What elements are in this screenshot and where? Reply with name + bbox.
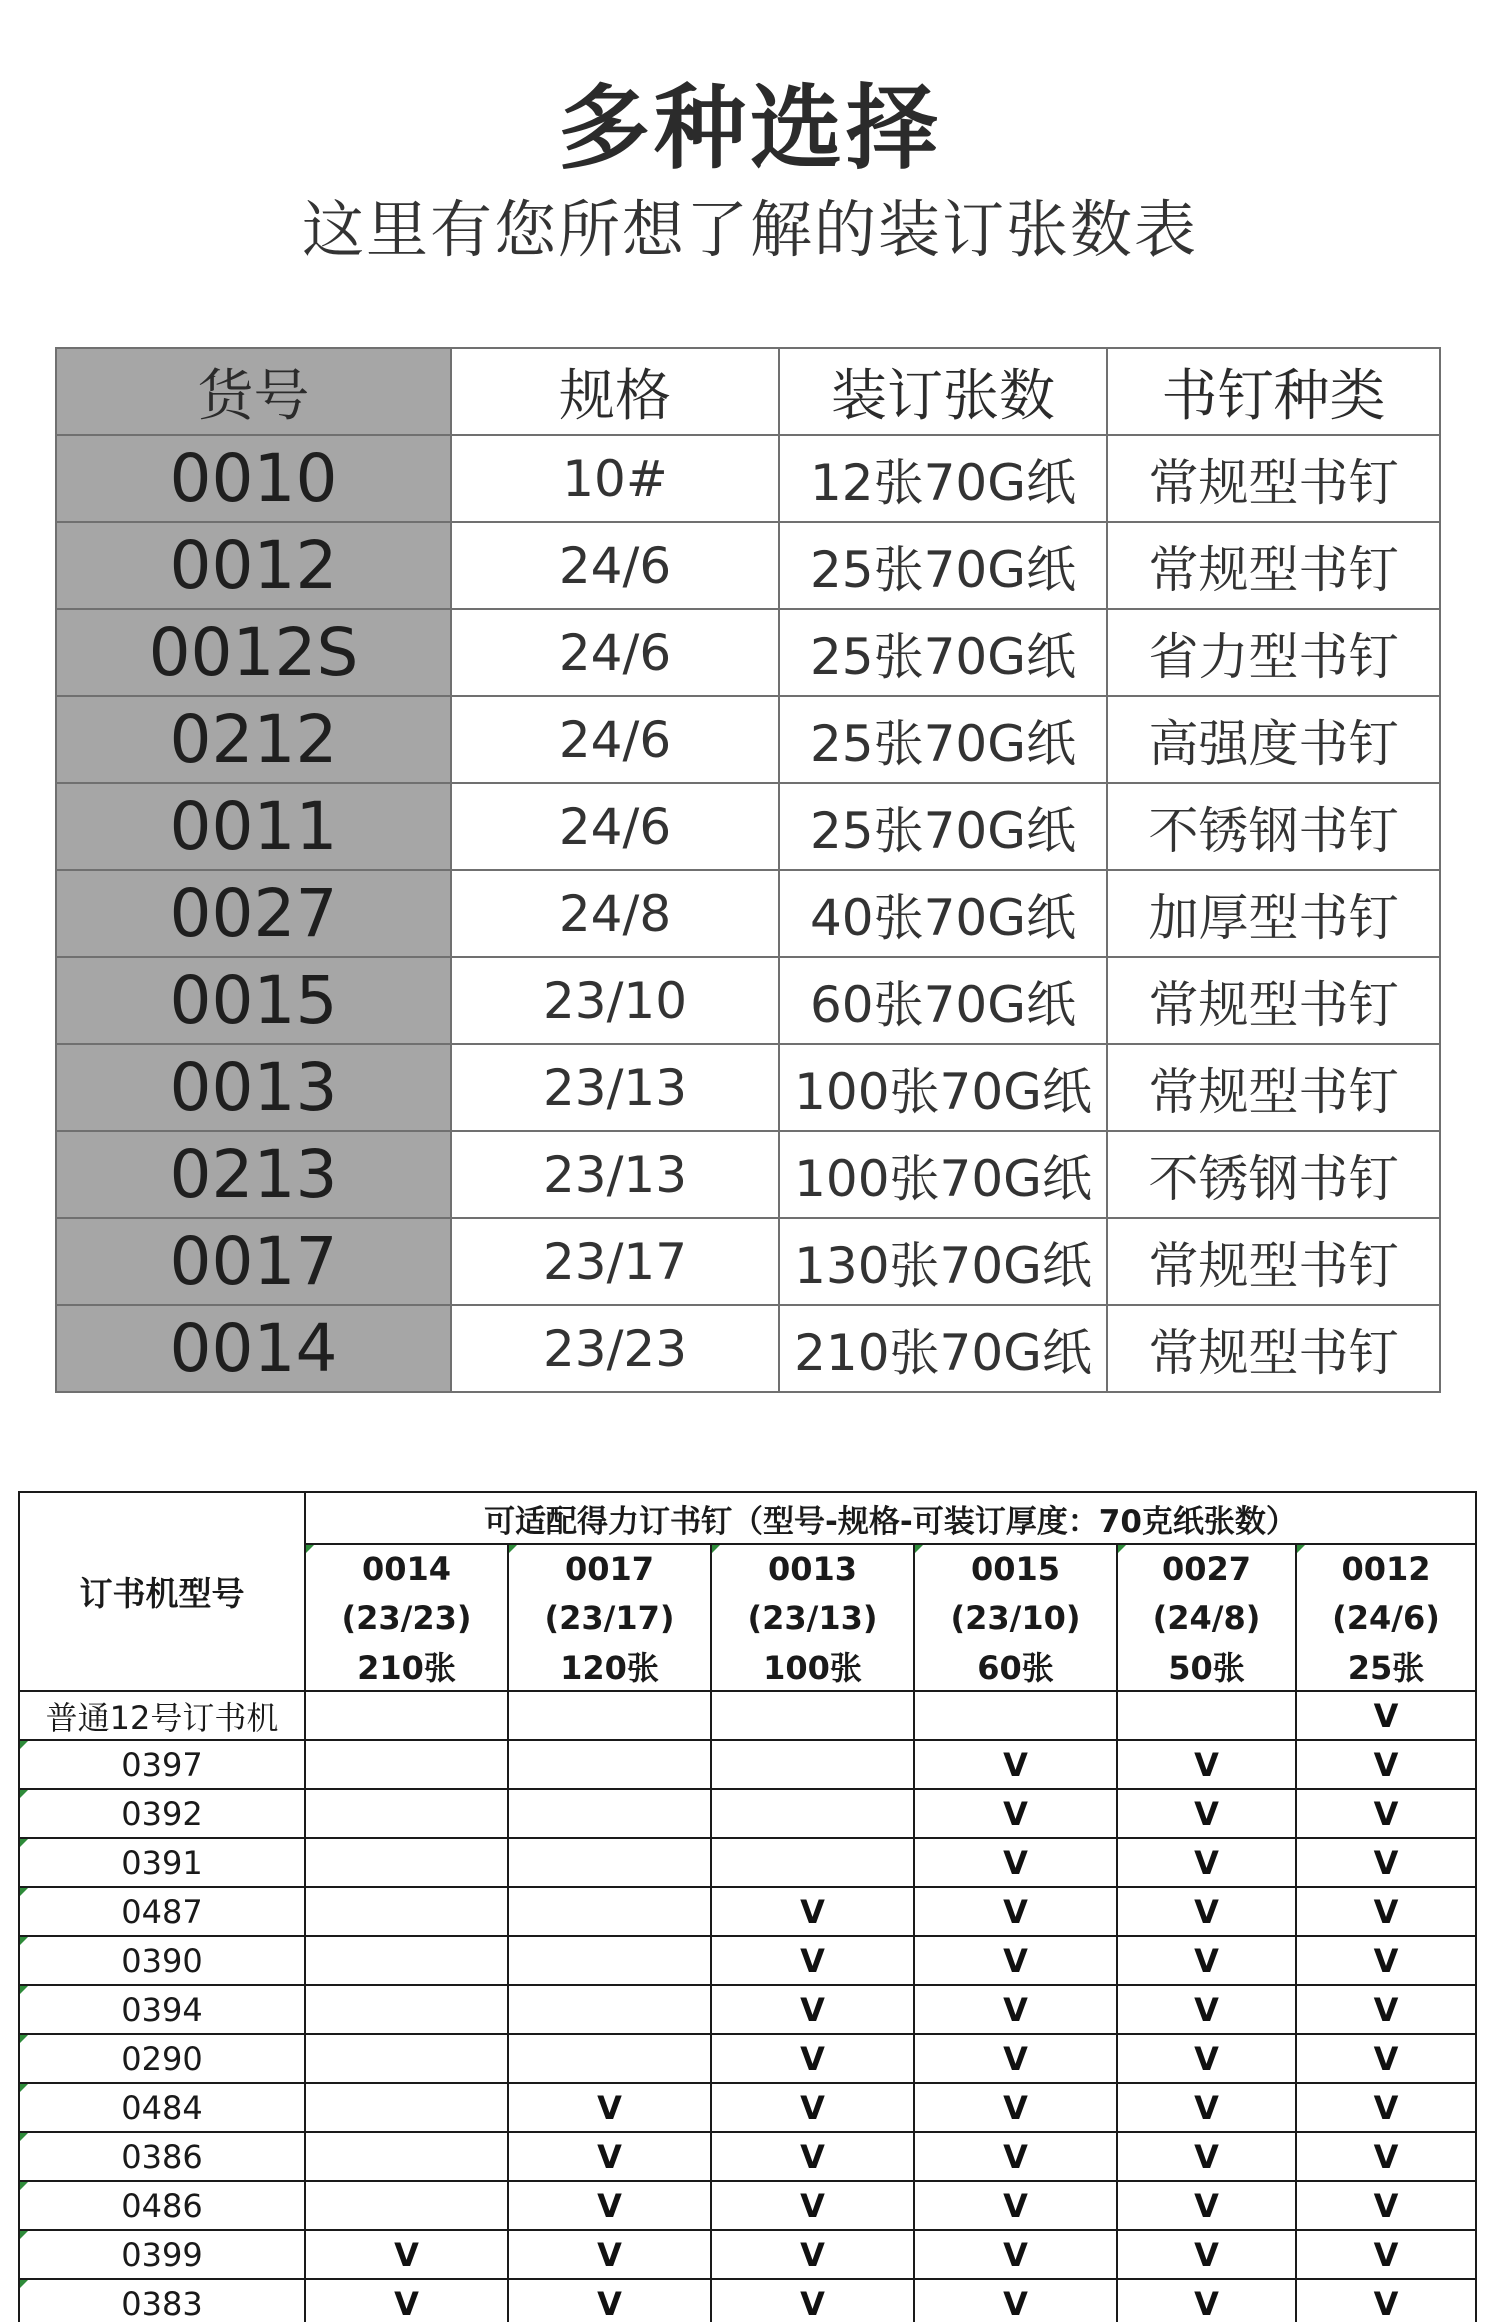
staple-type-cell: 常规型书钉	[1107, 435, 1440, 522]
compatibility-mark: V	[711, 1936, 914, 1985]
compatibility-mark: V	[914, 1985, 1117, 2034]
staple-sheets-header: 210张	[305, 1642, 508, 1691]
item-code-cell: 0012S	[56, 609, 451, 696]
stapler-model-cell: 0386	[19, 2132, 305, 2181]
table-row	[19, 1985, 1476, 2034]
compatibility-mark: V	[1117, 2181, 1296, 2230]
page-subtitle: 这里有您所想了解的装订张数表	[301, 193, 1198, 266]
header-item-code: 货号	[56, 348, 451, 435]
table-row	[56, 696, 1440, 783]
staple-type-cell: 常规型书钉	[1107, 1305, 1440, 1392]
compatibility-mark	[508, 1887, 711, 1936]
compatibility-mark: V	[1117, 1985, 1296, 2034]
compatibility-mark: V	[1117, 1936, 1296, 1985]
compatibility-mark: V	[1117, 2279, 1296, 2322]
compatibility-mark: V	[914, 2034, 1117, 2083]
compatibility-mark	[508, 1838, 711, 1887]
compatibility-mark: V	[711, 2279, 914, 2322]
compatibility-mark: V	[1117, 1740, 1296, 1789]
compatibility-mark	[305, 2083, 508, 2132]
staple-type-cell: 不锈钢书钉	[1107, 1131, 1440, 1218]
staple-spec-header: (23/10)	[914, 1593, 1117, 1642]
compatibility-mark: V	[1296, 2034, 1476, 2083]
spec-cell: 10#	[451, 435, 779, 522]
compatibility-mark	[508, 1985, 711, 2034]
compatibility-mark	[305, 1936, 508, 1985]
table-row	[56, 522, 1440, 609]
sheet-count-cell: 25张70G纸	[779, 696, 1107, 783]
sheet-count-cell: 100张70G纸	[779, 1044, 1107, 1131]
compatibility-mark: V	[711, 2083, 914, 2132]
stapler-model-cell: 0394	[19, 1985, 305, 2034]
staple-spec-header: (24/6)	[1296, 1593, 1476, 1642]
compatibility-mark: V	[914, 1740, 1117, 1789]
stapler-model-cell: 0397	[19, 1740, 305, 1789]
compatibility-mark: V	[1296, 2181, 1476, 2230]
compatibility-mark: V	[914, 1789, 1117, 1838]
spec-cell: 24/8	[451, 870, 779, 957]
stapler-model-cell: 0391	[19, 1838, 305, 1887]
table-row	[19, 2034, 1476, 2083]
table-header-row	[56, 348, 1440, 435]
stapler-model-cell: 0486	[19, 2181, 305, 2230]
staple-code-header: 0017	[508, 1544, 711, 1593]
staple-type-cell: 省力型书钉	[1107, 609, 1440, 696]
compatibility-mark: V	[914, 1887, 1117, 1936]
item-code-cell: 0027	[56, 870, 451, 957]
spec-cell: 24/6	[451, 696, 779, 783]
item-code-cell: 0014	[56, 1305, 451, 1392]
compatibility-mark: V	[711, 2181, 914, 2230]
compatibility-mark: V	[914, 2181, 1117, 2230]
compatibility-mark: V	[1296, 1838, 1476, 1887]
compatibility-mark	[508, 1740, 711, 1789]
compatibility-mark	[711, 1740, 914, 1789]
compatibility-mark: V	[1117, 2034, 1296, 2083]
stapler-model-cell: 0487	[19, 1887, 305, 1936]
table-row	[19, 1691, 1476, 1740]
compatibility-mark: V	[711, 2034, 914, 2083]
compatibility-mark	[1117, 1691, 1296, 1740]
staple-type-cell: 不锈钢书钉	[1107, 783, 1440, 870]
compatibility-mark: V	[305, 2230, 508, 2279]
compatibility-mark: V	[711, 1887, 914, 1936]
sheet-count-cell: 12张70G纸	[779, 435, 1107, 522]
compatibility-mark: V	[914, 2083, 1117, 2132]
compatibility-mark: V	[1117, 1838, 1296, 1887]
compatibility-mark: V	[1296, 1985, 1476, 2034]
compatibility-mark: V	[1296, 1936, 1476, 1985]
table-row	[56, 783, 1440, 870]
table-row	[19, 1887, 1476, 1936]
sheet-count-cell: 40张70G纸	[779, 870, 1107, 957]
page-title: 多种选择	[557, 75, 942, 182]
compatibility-mark: V	[305, 2279, 508, 2322]
compatibility-mark	[711, 1838, 914, 1887]
compatibility-mark	[305, 2132, 508, 2181]
compatibility-mark: V	[711, 1985, 914, 2034]
compatibility-mark	[508, 1936, 711, 1985]
compatibility-mark: V	[1117, 2083, 1296, 2132]
compatibility-mark: V	[914, 1936, 1117, 1985]
staple-spec-header: (23/17)	[508, 1593, 711, 1642]
staple-type-cell: 常规型书钉	[1107, 1218, 1440, 1305]
table-row	[56, 957, 1440, 1044]
table-row	[56, 435, 1440, 522]
spec-cell: 23/13	[451, 1044, 779, 1131]
compatibility-mark	[305, 1985, 508, 2034]
staple-sheets-header: 100张	[711, 1642, 914, 1691]
compatibility-mark: V	[914, 2132, 1117, 2181]
table-row	[19, 1838, 1476, 1887]
stapler-model-cell: 0390	[19, 1936, 305, 1985]
table-row	[56, 1218, 1440, 1305]
staple-sheets-header: 25张	[1296, 1642, 1476, 1691]
compatibility-mark: V	[1296, 2132, 1476, 2181]
staple-type-cell: 常规型书钉	[1107, 1044, 1440, 1131]
compatibility-mark: V	[1117, 2230, 1296, 2279]
compatibility-mark	[711, 1789, 914, 1838]
stapler-model-cell: 0399	[19, 2230, 305, 2279]
stapler-compatibility-table	[18, 1491, 1477, 2322]
stapler-model-cell: 0484	[19, 2083, 305, 2132]
item-code-cell: 0017	[56, 1218, 451, 1305]
table-row	[19, 2132, 1476, 2181]
compatibility-mark: V	[1296, 1789, 1476, 1838]
compatibility-mark	[305, 2034, 508, 2083]
staple-code-header: 0014	[305, 1544, 508, 1593]
sheet-count-cell: 25张70G纸	[779, 609, 1107, 696]
staple-code-header: 0012	[1296, 1544, 1476, 1593]
compatibility-mark: V	[914, 1838, 1117, 1887]
spec-cell: 24/6	[451, 609, 779, 696]
item-code-cell: 0212	[56, 696, 451, 783]
staple-spec-header: (23/13)	[711, 1593, 914, 1642]
compatibility-mark	[508, 2034, 711, 2083]
stapler-model-cell: 0383	[19, 2279, 305, 2322]
spec-cell: 23/13	[451, 1131, 779, 1218]
staple-type-cell: 加厚型书钉	[1107, 870, 1440, 957]
sheet-count-cell: 60张70G纸	[779, 957, 1107, 1044]
stapler-model-cell: 0290	[19, 2034, 305, 2083]
compatibility-mark: V	[1296, 2279, 1476, 2322]
staple-type-cell: 高强度书钉	[1107, 696, 1440, 783]
compatibility-mark: V	[711, 2132, 914, 2181]
staple-code-header: 0027	[1117, 1544, 1296, 1593]
stapler-model-cell: 普通12号订书机	[19, 1691, 305, 1740]
staple-code-header: 0013	[711, 1544, 914, 1593]
compatible-staples-header: 可适配得力订书钉（型号-规格-可装订厚度：70克纸张数）	[305, 1492, 1476, 1544]
staple-sheets-header: 120张	[508, 1642, 711, 1691]
table-row	[19, 1936, 1476, 1985]
compatibility-mark	[305, 1740, 508, 1789]
staple-sheets-header: 50张	[1117, 1642, 1296, 1691]
table-row	[56, 609, 1440, 696]
staple-type-cell: 常规型书钉	[1107, 957, 1440, 1044]
compatibility-mark: V	[508, 2279, 711, 2322]
table-row	[19, 2279, 1476, 2322]
sheet-count-cell: 130张70G纸	[779, 1218, 1107, 1305]
compatibility-mark: V	[1296, 1740, 1476, 1789]
spec-cell: 23/17	[451, 1218, 779, 1305]
staple-capacity-table	[55, 347, 1441, 1393]
spec-cell: 24/6	[451, 783, 779, 870]
compatibility-mark: V	[711, 2230, 914, 2279]
compatibility-mark: V	[1296, 1887, 1476, 1936]
header-spec: 规格	[451, 348, 779, 435]
item-code-cell: 0013	[56, 1044, 451, 1131]
compatibility-mark	[305, 1838, 508, 1887]
table-row	[56, 1131, 1440, 1218]
compatibility-mark: V	[508, 2230, 711, 2279]
sheet-count-cell: 100张70G纸	[779, 1131, 1107, 1218]
compatibility-mark: V	[508, 2083, 711, 2132]
compatibility-mark	[305, 1691, 508, 1740]
table-row	[56, 1044, 1440, 1131]
compatibility-mark: V	[1117, 2132, 1296, 2181]
staple-code-header: 0015	[914, 1544, 1117, 1593]
compatibility-mark: V	[1296, 2083, 1476, 2132]
compatibility-mark	[914, 1691, 1117, 1740]
item-code-cell: 0012	[56, 522, 451, 609]
sheet-count-cell: 210张70G纸	[779, 1305, 1107, 1392]
item-code-cell: 0015	[56, 957, 451, 1044]
compatibility-mark: V	[1296, 2230, 1476, 2279]
compatibility-mark: V	[508, 2181, 711, 2230]
staple-sheets-header: 60张	[914, 1642, 1117, 1691]
compatibility-mark: V	[1117, 1789, 1296, 1838]
header-staple-type: 书钉种类	[1107, 348, 1440, 435]
header-sheet-count: 装订张数	[779, 348, 1107, 435]
staple-spec-header: (23/23)	[305, 1593, 508, 1642]
compatibility-mark: V	[508, 2132, 711, 2181]
table-row	[19, 2230, 1476, 2279]
table-row	[56, 1305, 1440, 1392]
compatibility-mark	[508, 1789, 711, 1838]
compatibility-mark	[305, 1789, 508, 1838]
spec-cell: 23/23	[451, 1305, 779, 1392]
table-row	[19, 2181, 1476, 2230]
compatibility-mark	[508, 1691, 711, 1740]
compatibility-mark: V	[914, 2230, 1117, 2279]
table-row	[19, 2083, 1476, 2132]
stapler-model-header: 订书机型号	[19, 1492, 305, 1691]
spec-cell: 23/10	[451, 957, 779, 1044]
sheet-count-cell: 25张70G纸	[779, 783, 1107, 870]
table-row	[19, 1789, 1476, 1838]
compatibility-mark: V	[1296, 1691, 1476, 1740]
compatibility-mark	[711, 1691, 914, 1740]
compatibility-mark	[305, 1887, 508, 1936]
stapler-model-cell: 0392	[19, 1789, 305, 1838]
item-code-cell: 0010	[56, 435, 451, 522]
table-row	[19, 1740, 1476, 1789]
staple-type-cell: 常规型书钉	[1107, 522, 1440, 609]
item-code-cell: 0213	[56, 1131, 451, 1218]
item-code-cell: 0011	[56, 783, 451, 870]
compatibility-mark: V	[914, 2279, 1117, 2322]
compatibility-mark: V	[1117, 1887, 1296, 1936]
compatibility-mark	[305, 2181, 508, 2230]
spec-cell: 24/6	[451, 522, 779, 609]
staple-spec-header: (24/8)	[1117, 1593, 1296, 1642]
table-row	[56, 870, 1440, 957]
sheet-count-cell: 25张70G纸	[779, 522, 1107, 609]
